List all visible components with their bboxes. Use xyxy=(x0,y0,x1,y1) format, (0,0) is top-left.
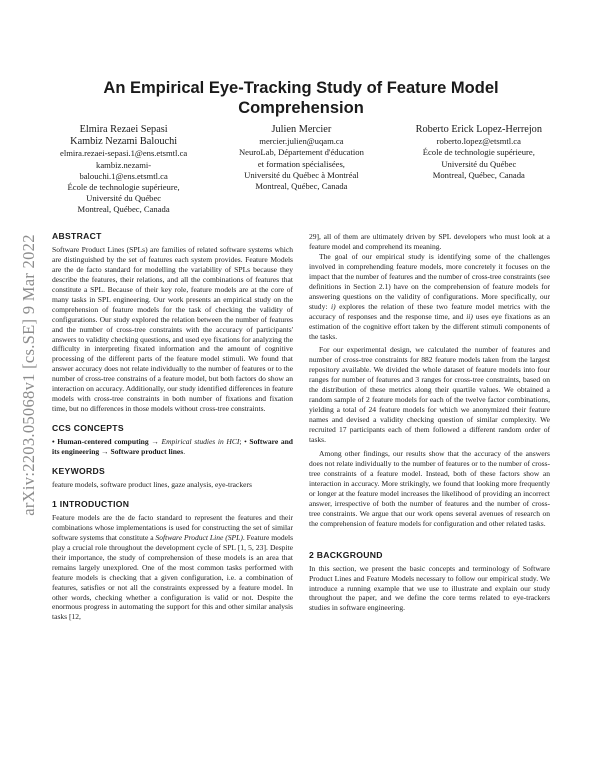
ccs-term: Software product lines xyxy=(110,447,184,457)
goal-enum-ii: ii) xyxy=(466,311,473,321)
paper-title: An Empirical Eye-Tracking Study of Feature Model Comprehension xyxy=(103,79,499,117)
arxiv-stamp-text: arXiv:2203.05068v1 [cs.SE] 9 Mar 2022 xyxy=(19,234,38,516)
ccs-term: • Human-centered computing xyxy=(52,437,149,447)
author-email: roberto.lopez@etsmtl.ca xyxy=(436,136,521,147)
abstract-heading: ABSTRACT xyxy=(52,231,102,241)
author-affiliation: et formation spécialisées, xyxy=(257,158,345,169)
ccs-arrow: → xyxy=(99,447,111,457)
author-email: elmira.rezaei-sepasi.1@ens.etsmtl.ca xyxy=(60,148,188,159)
background-heading: 2 BACKGROUND xyxy=(309,549,383,560)
author-name: Kambiz Nezami Balouchi xyxy=(70,136,178,148)
author-affiliation: École de technologie supérieure, xyxy=(422,147,535,158)
author-2 xyxy=(239,124,364,216)
design-paragraph: For our experimental design, we calculated the number of features and number of cross-tree constraints for 882 feature models taken from the largest repository available. We divided the whole dataset of feature models into four ranges for number of features and 3 ranges for cross-tree constraints, based on the distribution of these metrics along their quartile values. We obtained a random sample of 2 feature models for each of the twelve factor combinations, yielding a total of 24 feature models for which we anonymized their feature names and devised a validity checking question of similar complexity. We recruited 17 participants each of them followed a different random order of tasks. xyxy=(309,345,550,445)
intro-text-italic: Software Product Line (SPL) xyxy=(155,532,243,542)
left-column xyxy=(52,232,293,622)
author-name: Julien Mercier xyxy=(271,124,332,135)
author-email: mercier.julien@uqam.ca xyxy=(259,136,344,147)
background-text: In this section, we present the basic concepts and terminology of Software Product Lines and Feature Models necessary to follow our empirical study. We introduce a running example that we use to illustrate and explain our study throughout the paper, and we define the core terms related to eye-trackers studies in software engineering. xyxy=(309,563,550,613)
findings-paragraph: Among other findings, our results show that the accuracy of the answers does not relate individually to the number of features or to the number of cross-tree constraints of a feature model. Instead, both of these factors show an interaction in accuracy. More strikingly, we found that looking more frequently or longer at the feature model increases the likelihood of providing an incorrect answer, irrespective of both the number of features and the number of cross-tree constraints. We argue that our work opens several avenues of research on the comprehension of feature models for configuration and other related tasks. xyxy=(309,449,550,528)
author-affiliation: Université du Québec xyxy=(441,158,517,169)
right-column xyxy=(309,232,550,613)
author-location: Montreal, Québec, Canada xyxy=(77,204,170,215)
goal-paragraph xyxy=(309,252,550,342)
author-location: Montreal, Québec, Canada xyxy=(432,169,525,180)
intro-continued: 29], all of them are ultimately driven by SPL developers who must look at a feature model and comprehend its meaning. xyxy=(309,232,550,251)
intro-text-part: . Feature models play a crucial role throughout the development cycle of SPL [1, 5, 23]. Despite their importance, the study of comprehension of these models is an area that remains largely unexplored. One of the most common tasks performed with feature models is checking that a given configuration, i.e. a combination of features, satisfies or not all the constraints expressed by a feature model. In other words, checking whether a configuration is valid or not. Despite the enormous progress in automating the support for this and other similar analysis tasks [12, xyxy=(52,532,294,622)
keywords-heading: KEYWORDS xyxy=(52,466,106,477)
ccs-arrow: → xyxy=(148,437,162,447)
author-1 xyxy=(60,124,187,216)
keywords-text: feature models, software product lines, gaze analysis, eye-trackers xyxy=(52,479,252,489)
goal-text-part: explores the relation of these two feature model metrics with the accuracy of responses and the response time, and xyxy=(309,301,550,321)
author-affiliation: École de technologie supérieure, xyxy=(67,182,180,193)
ccs-term: Software and its engineering xyxy=(52,437,293,457)
ccs-heading: CCS CONCEPTS xyxy=(52,423,124,434)
author-name: Elmira Rezaei Sepasi xyxy=(79,124,168,135)
author-email: balouchi.1@ens.etsmtl.ca xyxy=(79,170,168,181)
author-block xyxy=(60,124,542,216)
intro-heading: 1 INTRODUCTION xyxy=(52,498,130,509)
goal-enum-i: i) xyxy=(330,301,336,311)
ccs-text xyxy=(52,437,293,457)
ccs-separator: ; • xyxy=(239,437,247,447)
goal-text-part: The goal of our empirical study is identifying some of the challenges involved in comprehending feature models, more concretely it focuses on the impact that the number of features and the number of cross-tree constraints (see definitions in Section 2.1) have on the comprehension of feature models for answering questions on the validity of configurations. More specifically, our study: xyxy=(309,251,550,311)
goal-text-part: uses eye fixations as an estimation of the cognitive effort taken by the different stimuli components of the tasks. xyxy=(309,311,550,341)
ccs-end: . xyxy=(183,447,186,457)
abstract-text: Software Product Lines (SPLs) are families of related software systems which are distinguished by the set of features each system provides. Feature Models are the de facto standard for modelling the variability of SPLs because they describe the features, their relations, and all the combinations of features that constitute a SPL. Because of their key role, feature models are at the core of many tasks in SPL engineering. Our work presents an empirical study on the comprehension of feature models for the task of checking the validity of configurations. Our study explored the relation between the number of features and the number of cross-tree constraints with the accuracy of participants' answers to validity checking questions, and used eye fixations for analyzing the difficulty in interpreting fixated information and the amount of cognitive processing of the different parts of the feature model stimuli. We found that answer accuracy does not relate individually to the number of features or to the number of cross-tree constrains of a feature model, but both factors do show an interaction on accuracy. Additionally, our study identified differences in feature models with cross-tree constraints in both number of fixations and fixation time, but no differences in those models without cross-tree constraints. xyxy=(52,244,293,414)
ccs-term: Empirical studies in HCI xyxy=(161,437,240,447)
author-3 xyxy=(416,124,542,216)
arxiv-stamp xyxy=(14,195,44,555)
author-email: kambiz.nezami- xyxy=(96,159,152,170)
intro-text-part: Feature models are the de facto standard to represent the features and their combinations whose implementations is used for constructing the set of similar software systems that constitute a xyxy=(52,512,293,542)
author-name: Roberto Erick Lopez-Herrejon xyxy=(415,124,542,135)
author-location: Montreal, Québec, Canada xyxy=(255,181,348,192)
author-affiliation: NeuroLab, Département d'éducation xyxy=(238,147,364,158)
intro-text xyxy=(52,513,293,622)
author-affiliation: Université du Québec xyxy=(86,193,162,204)
author-affiliation: Université du Québec à Montréal xyxy=(244,169,359,180)
